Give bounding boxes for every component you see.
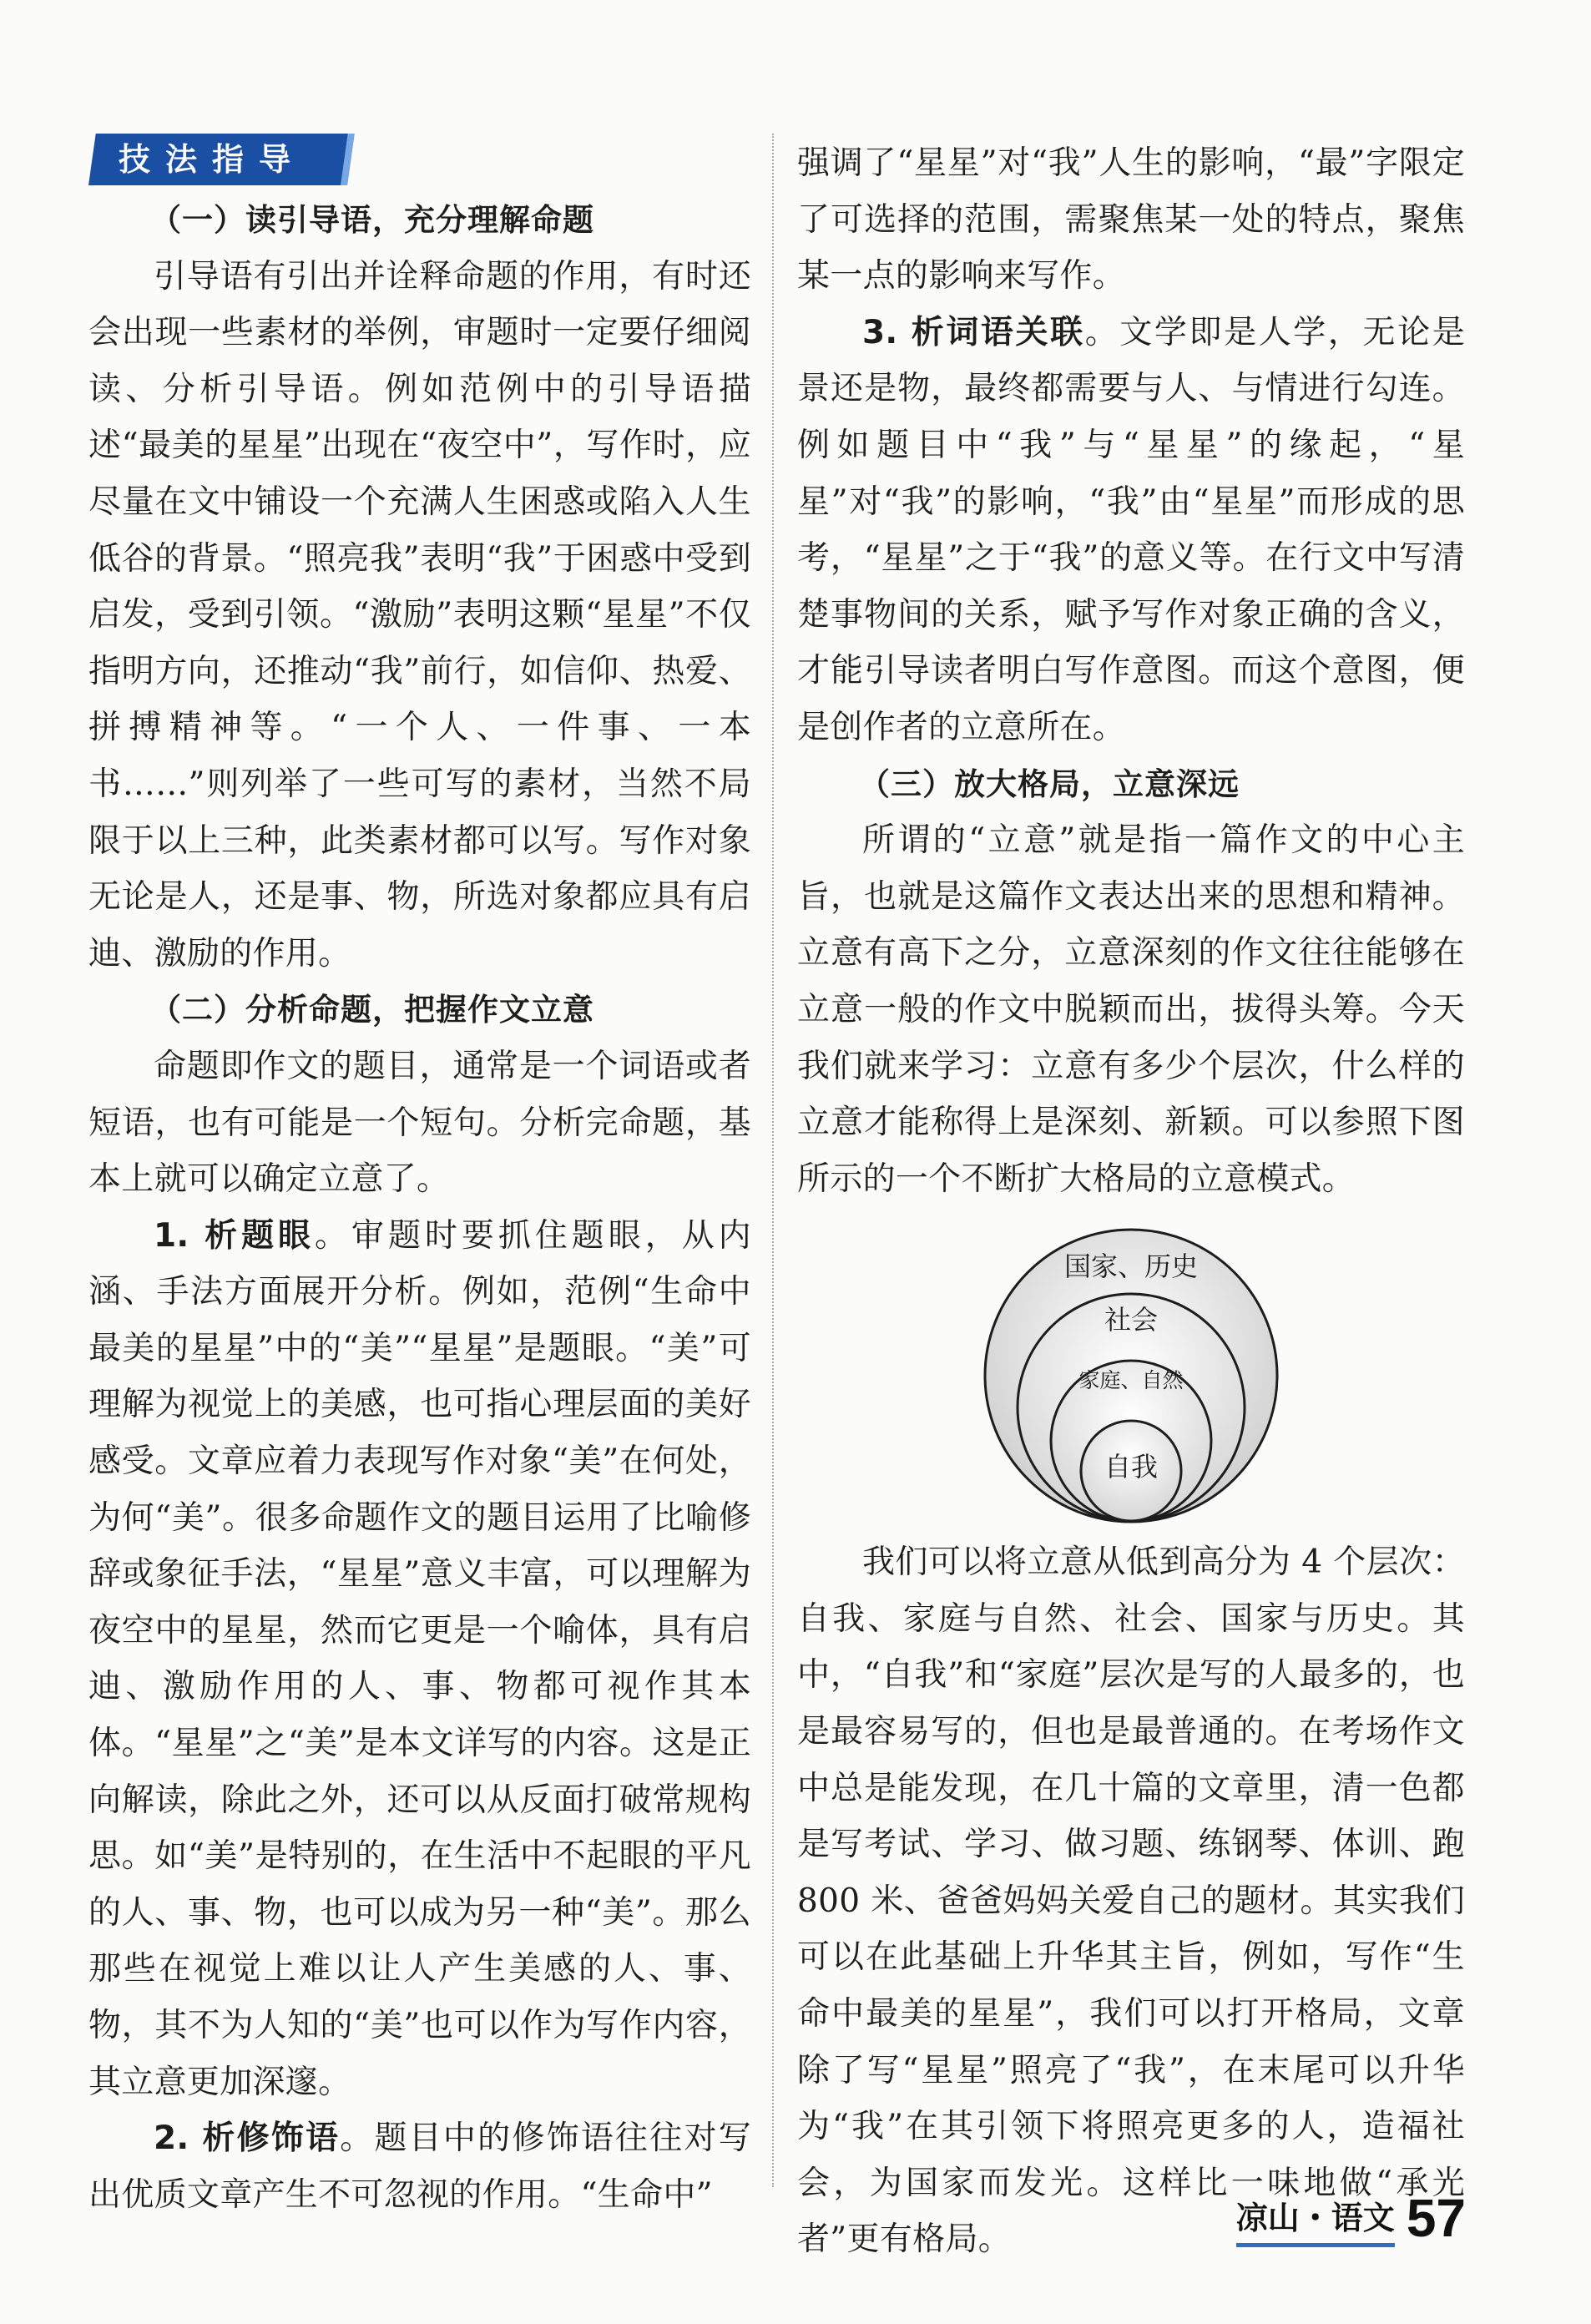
footer-label: 凉山・语文 — [1236, 2192, 1395, 2247]
idea-levels-diagram — [981, 1225, 1281, 1526]
label-family-nature: 家庭、自然 — [1078, 1368, 1184, 1393]
keyword-modifier: 2. 析修饰语 — [154, 2119, 341, 2158]
paragraph-guide: 引导语有引出并诠释命题的作用，有时还会出现一些素材的举例，审题时一定要仔细阅读、分析引导语。例如范例中的引导语描述“最美的星星”出现在“夜空中”，写作时，应尽量在文中铺设一个充满人生困惑或陷入人生低谷的背景。“照亮我”表明“我”于困惑中受到启发，受到引领。“激励”表明这颗“星星”不仅指明方向，还推动“我”前行，如信仰、热爱、拼搏精神等。“一个人、一件事、一本书……”则列举了一些可写的素材，当然不局限于以上三种，此类素材都可以写。写作对象无论是人，还是事、物，所选对象都应具有启迪、激励的作用。 — [88, 257, 751, 973]
right-column — [797, 135, 1465, 2268]
badge-title: 技法指导 — [119, 141, 306, 178]
paragraph-modifier — [88, 2110, 751, 2223]
label-country-history: 国家、历史 — [1063, 1250, 1199, 1283]
paragraph-topic: 命题即作文的题目，通常是一个词语或者短语，也有可能是一个短句。分析完命题，基本上就可以确定立意了。 — [88, 1047, 751, 1199]
left-column — [88, 134, 751, 2223]
paragraph-modifier-cont: 强调了“星星”对“我”人生的影响，“最”字限定了可选择的范围，需聚焦某一处的特点，聚焦某一点的影响来写作。 — [797, 144, 1465, 296]
paragraph-idea: 所谓的“立意”就是指一篇作文的中心主旨，也就是这篇作文表达出来的思想和精神。立意有高下之分，立意深刻的作文往往能够在立意一般的作文中脱颖而出，拔得头筹。今天我们就来学习：立意有多少个层次，什么样的立意才能称得上是深刻、新颖。可以参照下图所示的一个不断扩大格局的立意模式。 — [797, 821, 1465, 1198]
paragraph-title-eye — [88, 1208, 751, 2111]
subheading-3: （三）放大格局，立意深远 — [859, 765, 1240, 802]
paragraph-title-eye-text: 。审题时要抓住题眼，从内涵、手法方面展开分析。例如，范例“生命中最美的星星”中的“美”“星星”是题眼。“美”可理解为视觉上的美感，也可指心理层面的美好感受。文章应着力表现写作对象“美”在何处，为何“美”。很多命题作文的题目运用了比喻修辞或象征手法，“星星”意义丰富，可以理解为夜空中的星星，然而它更是一个喻体，具有启迪、激励作用的人、事、物都可视作其本体。“星星”之“美”是本文详写的内容。这是正向解读，除此之外，还可以从反面打破常规构思。如“美”是特别的，在生活中不起眼的平凡的人、事、物，也可以成为另一种“美”。那么那些在视觉上难以让人产生美感的人、事、物，其不为人知的“美”也可以作为写作内容，其立意更加深邃。 — [88, 1216, 751, 2101]
page-number: 57 — [1406, 2188, 1466, 2248]
keyword-title-eye: 1. 析题眼 — [154, 1216, 316, 1255]
subheading-2: （二）分析命题，把握作文立意 — [150, 992, 594, 1028]
label-self: 自我 — [1104, 1451, 1159, 1483]
paragraph-relation — [797, 305, 1465, 756]
section-badge — [88, 134, 306, 185]
keyword-relation: 3. 析词语关联 — [862, 313, 1085, 351]
page-footer — [1236, 2180, 1466, 2247]
paragraph-modifier-text: 。题目中的修饰语往往对写出优质文章产生不可忽视的作用。“生命中” — [88, 2119, 751, 2214]
paragraph-relation-text: 。文学即是人学，无论是景还是物，最终都需要与人、与情进行勾连。例如题目中“我”与“星星”的缘起，“星星”对“我”的影响，“我”由“星星”而形成的思考，“星星”之于“我”的意义等。在行文中写清楚事物间的关系，赋予写作对象正确的含义，才能引导读者明白写作意图。而这个意图，便是创作者的立意所在。 — [797, 313, 1465, 746]
column-divider — [772, 134, 774, 2187]
paragraph-levels: 我们可以将立意从低到高分为 4 个层次：自我、家庭与自然、社会、国家与历史。其中，“自我”和“家庭”层次是写的人最多的，也是最容易写的，但也是最普通的。在考场作文中总是能发现，在几十篇的文章里，清一色都是写考试、学习、做习题、练钢琴、体训、跑 800 米、爸爸妈妈关爱自己的题材。其实我们可以在此基础上升华其主旨，例如，写作“生命中最美的星星”，我们可以打开格局，文章除了写“星星”照亮了“我”，在末尾可以升华为“我”在其引领下将照亮更多的人，造福社会，为国家而发光。这样比一味地做“承光者”更有格局。 — [797, 1543, 1465, 2259]
subheading-1: （一）读引导语，充分理解命题 — [150, 202, 594, 238]
label-society: 社会 — [1104, 1304, 1159, 1336]
